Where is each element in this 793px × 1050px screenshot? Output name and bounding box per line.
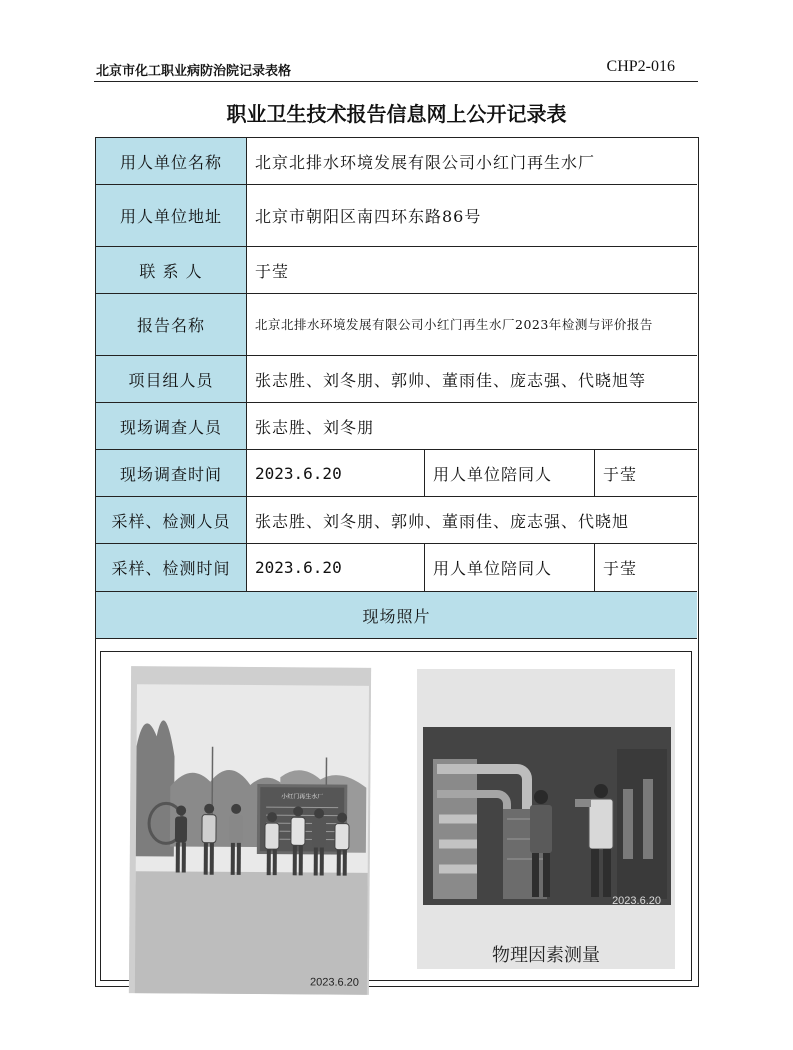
label-sampling-staff: 采样、检测人员 <box>96 497 247 544</box>
form-code: CHP2-016 <box>606 58 675 75</box>
photo-frame <box>100 651 692 989</box>
value-sampling-staff: 张志胜、刘冬朋、郭帅、董雨佳、庞志强、代晓旭 <box>247 497 697 544</box>
value-contact: 于莹 <box>247 247 697 294</box>
header-divider <box>94 81 698 82</box>
label-report-name: 报告名称 <box>96 294 247 356</box>
label-survey-companion: 用人单位陪同人 <box>425 450 595 497</box>
label-sampling-companion: 用人单位陪同人 <box>425 544 595 592</box>
measurement-photo-image <box>417 669 675 969</box>
photo2-caption: 物理因素测量 <box>492 945 600 966</box>
label-survey-time: 现场调查时间 <box>96 450 247 497</box>
value-survey-companion: 于莹 <box>595 450 697 497</box>
value-report-name: 北京北排水环境发展有限公司小红门再生水厂2023年检测与评价报告 <box>247 294 697 356</box>
label-unit-name: 用人单位名称 <box>96 138 247 185</box>
photo-area <box>96 639 697 989</box>
label-sampling-time: 采样、检测时间 <box>96 544 247 592</box>
value-survey-time: 2023.6.20 <box>247 450 425 497</box>
photo2-date: 2023.6.20 <box>612 895 661 907</box>
label-project-team: 项目组人员 <box>96 356 247 403</box>
value-sampling-companion: 于莹 <box>595 544 697 592</box>
record-table <box>95 137 699 987</box>
label-site-photos: 现场照片 <box>96 592 697 639</box>
group-photo-image <box>129 666 371 995</box>
label-contact: 联 系 人 <box>96 247 247 294</box>
photo-sign-text: 小红门再生水厂 <box>281 793 324 801</box>
page-title: 职业卫生技术报告信息网上公开记录表 <box>226 102 567 126</box>
value-project-team: 张志胜、刘冬朋、郭帅、董雨佳、庞志强、代晓旭等 <box>247 356 697 403</box>
value-sampling-time: 2023.6.20 <box>247 544 425 592</box>
photo1-date: 2023.6.20 <box>309 976 359 989</box>
site-photo-group <box>129 666 371 995</box>
value-unit-name: 北京北排水环境发展有限公司小红门再生水厂 <box>247 138 697 185</box>
label-unit-address: 用人单位地址 <box>96 185 247 247</box>
label-survey-staff: 现场调查人员 <box>96 403 247 450</box>
value-survey-staff: 张志胜、刘冬朋 <box>247 403 697 450</box>
header-organization: 北京市化工职业病防治院记录表格 <box>96 64 292 79</box>
site-photo-measurement <box>417 669 675 969</box>
value-unit-address: 北京市朝阳区南四环东路86号 <box>247 185 697 247</box>
